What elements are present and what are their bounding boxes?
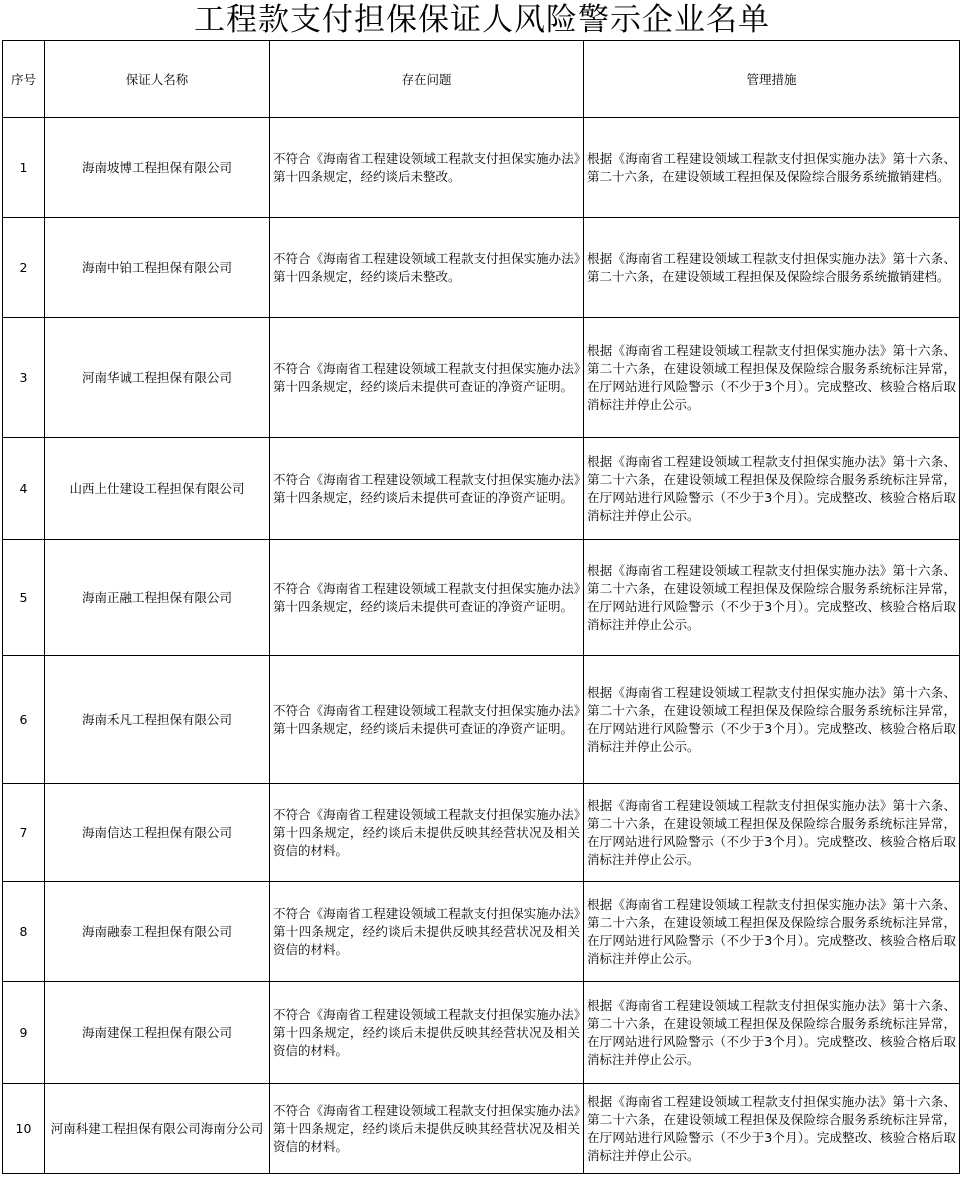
row-number: 2 bbox=[3, 218, 45, 318]
issue-text: 不符合《海南省工程建设领域工程款支付担保实施办法》第十四条规定，经约谈后未提供反映其经营状况及相关资信的材料。 bbox=[270, 982, 584, 1084]
table-row bbox=[3, 540, 960, 656]
row-number: 7 bbox=[3, 784, 45, 882]
issue-text: 不符合《海南省工程建设领域工程款支付担保实施办法》第十四条规定，经约谈后未提供反映其经营状况及相关资信的材料。 bbox=[270, 882, 584, 982]
measure-text: 根据《海南省工程建设领域工程款支付担保实施办法》第十六条、第二十六条，在建设领域工程担保及保险综合服务系统撤销建档。 bbox=[584, 118, 960, 218]
row-number: 5 bbox=[3, 540, 45, 656]
issue-text: 不符合《海南省工程建设领域工程款支付担保实施办法》第十四条规定，经约谈后未提供反映其经营状况及相关资信的材料。 bbox=[270, 784, 584, 882]
guarantor-name: 河南科建工程担保有限公司海南分公司 bbox=[45, 1084, 270, 1174]
page-title: 工程款支付担保保证人风险警示企业名单 bbox=[194, 2, 770, 38]
row-number: 3 bbox=[3, 318, 45, 438]
measure-text: 根据《海南省工程建设领域工程款支付担保实施办法》第十六条、第二十六条，在建设领域工程担保及保险综合服务系统标注异常，在厅网站进行风险警示（不少于3个月）。完成整改、核验合格后取消标注并停止公示。 bbox=[584, 540, 960, 656]
table-row bbox=[3, 656, 960, 784]
table-row bbox=[3, 1084, 960, 1174]
issue-text: 不符合《海南省工程建设领域工程款支付担保实施办法》第十四条规定，经约谈后未提供可查证的净资产证明。 bbox=[270, 656, 584, 784]
row-number: 9 bbox=[3, 982, 45, 1084]
row-number: 10 bbox=[3, 1084, 45, 1174]
table-row bbox=[3, 882, 960, 982]
issue-text: 不符合《海南省工程建设领域工程款支付担保实施办法》第十四条规定，经约谈后未提供可查证的净资产证明。 bbox=[270, 318, 584, 438]
table-header-row bbox=[3, 41, 960, 118]
row-number: 1 bbox=[3, 118, 45, 218]
table-row bbox=[3, 438, 960, 540]
measure-text: 根据《海南省工程建设领域工程款支付担保实施办法》第十六条、第二十六条，在建设领域工程担保及保险综合服务系统标注异常，在厅网站进行风险警示（不少于3个月）。完成整改、核验合格后取消标注并停止公示。 bbox=[584, 784, 960, 882]
guarantor-name: 海南建保工程担保有限公司 bbox=[45, 982, 270, 1084]
measure-text: 根据《海南省工程建设领域工程款支付担保实施办法》第十六条、第二十六条，在建设领域工程担保及保险综合服务系统撤销建档。 bbox=[584, 218, 960, 318]
table-row bbox=[3, 784, 960, 882]
issue-text: 不符合《海南省工程建设领域工程款支付担保实施办法》第十四条规定，经约谈后未整改。 bbox=[270, 218, 584, 318]
guarantor-name: 海南信达工程担保有限公司 bbox=[45, 784, 270, 882]
issue-text: 不符合《海南省工程建设领域工程款支付担保实施办法》第十四条规定，经约谈后未整改。 bbox=[270, 118, 584, 218]
measure-text: 根据《海南省工程建设领域工程款支付担保实施办法》第十六条、第二十六条，在建设领域工程担保及保险综合服务系统标注异常，在厅网站进行风险警示（不少于3个月）。完成整改、核验合格后取消标注并停止公示。 bbox=[584, 438, 960, 540]
measure-text: 根据《海南省工程建设领域工程款支付担保实施办法》第十六条、第二十六条，在建设领域工程担保及保险综合服务系统标注异常，在厅网站进行风险警示（不少于3个月）。完成整改、核验合格后取消标注并停止公示。 bbox=[584, 656, 960, 784]
row-number: 4 bbox=[3, 438, 45, 540]
guarantor-name: 海南禾凡工程担保有限公司 bbox=[45, 656, 270, 784]
header-no: 序号 bbox=[3, 41, 45, 118]
warning-list-table bbox=[2, 40, 960, 1174]
header-issue: 存在问题 bbox=[270, 41, 584, 118]
header-measure: 管理措施 bbox=[584, 41, 960, 118]
table-row bbox=[3, 118, 960, 218]
issue-text: 不符合《海南省工程建设领域工程款支付担保实施办法》第十四条规定，经约谈后未提供可查证的净资产证明。 bbox=[270, 438, 584, 540]
row-number: 8 bbox=[3, 882, 45, 982]
row-number: 6 bbox=[3, 656, 45, 784]
table-row bbox=[3, 982, 960, 1084]
guarantor-name: 河南华诚工程担保有限公司 bbox=[45, 318, 270, 438]
table-row bbox=[3, 218, 960, 318]
header-name: 保证人名称 bbox=[45, 41, 270, 118]
guarantor-name: 海南正融工程担保有限公司 bbox=[45, 540, 270, 656]
issue-text: 不符合《海南省工程建设领域工程款支付担保实施办法》第十四条规定，经约谈后未提供反映其经营状况及相关资信的材料。 bbox=[270, 1084, 584, 1174]
guarantor-name: 海南融泰工程担保有限公司 bbox=[45, 882, 270, 982]
table-row bbox=[3, 318, 960, 438]
measure-text: 根据《海南省工程建设领域工程款支付担保实施办法》第十六条、第二十六条，在建设领域工程担保及保险综合服务系统标注异常，在厅网站进行风险警示（不少于3个月）。完成整改、核验合格后取消标注并停止公示。 bbox=[584, 1084, 960, 1174]
guarantor-name: 海南坡博工程担保有限公司 bbox=[45, 118, 270, 218]
measure-text: 根据《海南省工程建设领域工程款支付担保实施办法》第十六条、第二十六条，在建设领域工程担保及保险综合服务系统标注异常，在厅网站进行风险警示（不少于3个月）。完成整改、核验合格后取消标注并停止公示。 bbox=[584, 882, 960, 982]
measure-text: 根据《海南省工程建设领域工程款支付担保实施办法》第十六条、第二十六条，在建设领域工程担保及保险综合服务系统标注异常，在厅网站进行风险警示（不少于3个月）。完成整改、核验合格后取消标注并停止公示。 bbox=[584, 982, 960, 1084]
guarantor-name: 海南中铂工程担保有限公司 bbox=[45, 218, 270, 318]
guarantor-name: 山西上仕建设工程担保有限公司 bbox=[45, 438, 270, 540]
measure-text: 根据《海南省工程建设领域工程款支付担保实施办法》第十六条、第二十六条，在建设领域工程担保及保险综合服务系统标注异常，在厅网站进行风险警示（不少于3个月）。完成整改、核验合格后取消标注并停止公示。 bbox=[584, 318, 960, 438]
issue-text: 不符合《海南省工程建设领域工程款支付担保实施办法》第十四条规定，经约谈后未提供可查证的净资产证明。 bbox=[270, 540, 584, 656]
